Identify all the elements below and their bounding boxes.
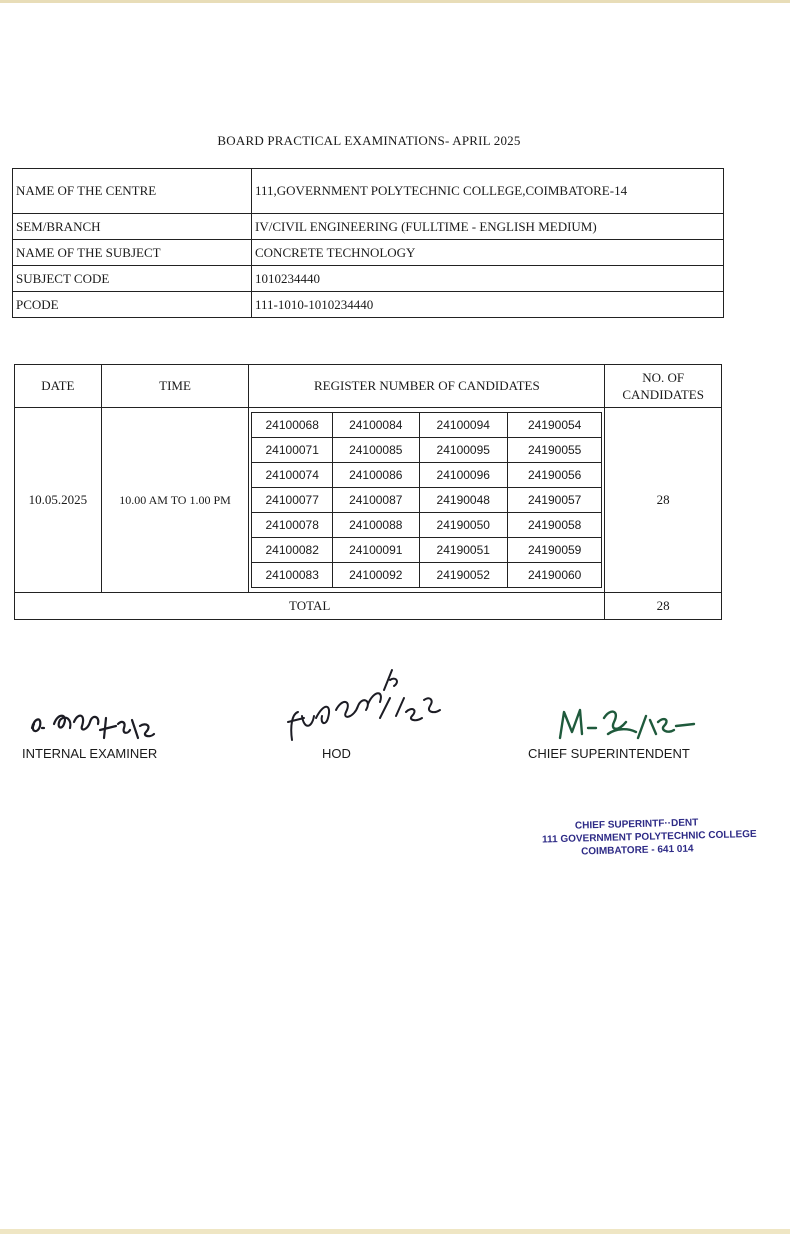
info-row-sem-branch: [13, 214, 724, 240]
register-number: 24190050: [419, 513, 507, 538]
register-number-cell: [249, 408, 605, 593]
register-number: 24100095: [419, 438, 507, 463]
register-number: 24190059: [507, 538, 601, 563]
register-number: 24100086: [333, 463, 420, 488]
register-number: 24100078: [252, 513, 333, 538]
register-row: [252, 488, 602, 513]
register-row: [252, 538, 602, 563]
paper-edge-bottom: [0, 1229, 790, 1234]
register-row: [252, 413, 602, 438]
info-value: IV/CIVIL ENGINEERING (FULLTIME - ENGLISH MEDIUM): [252, 214, 724, 240]
register-number: 24100074: [252, 463, 333, 488]
register-number-grid: [251, 412, 602, 588]
exam-info-table: [12, 168, 724, 318]
header-register-numbers: REGISTER NUMBER OF CANDIDATES: [249, 365, 605, 408]
register-number: 24100082: [252, 538, 333, 563]
schedule-header-row: [15, 365, 722, 408]
hod-signature: [284, 660, 444, 750]
register-number: 24100071: [252, 438, 333, 463]
register-number: 24100091: [333, 538, 420, 563]
register-number: 24100096: [419, 463, 507, 488]
schedule-table: [14, 364, 722, 620]
schedule-body-row: [15, 408, 722, 593]
info-value: 1010234440: [252, 266, 724, 292]
internal-examiner-label: INTERNAL EXAMINER: [22, 746, 158, 761]
stamp-line-1: CHIEF SUPERINTF··DENT: [574, 817, 699, 832]
total-label: TOTAL: [15, 593, 605, 620]
register-row: [252, 438, 602, 463]
register-number: 24100068: [252, 413, 333, 438]
register-number: 24190051: [419, 538, 507, 563]
register-number: 24190055: [507, 438, 601, 463]
register-row: [252, 513, 602, 538]
total-value: 28: [605, 593, 722, 620]
hod-label: HOD: [322, 746, 351, 761]
info-row-centre: [13, 169, 724, 214]
info-row-subject: [13, 240, 724, 266]
info-label: NAME OF THE SUBJECT: [13, 240, 252, 266]
info-value: 111,GOVERNMENT POLYTECHNIC COLLEGE,COIMBATORE-14: [252, 169, 724, 214]
chief-superintendent-signature: [556, 698, 706, 750]
info-label: SEM/BRANCH: [13, 214, 252, 240]
exam-date: 10.05.2025: [15, 408, 102, 593]
internal-examiner-signature: [26, 698, 176, 750]
exam-time: 10.00 AM TO 1.00 PM: [101, 408, 249, 593]
info-value: 111-1010-1010234440: [252, 292, 724, 318]
info-row-subject-code: [13, 266, 724, 292]
register-number: 24190048: [419, 488, 507, 513]
register-number: 24100088: [333, 513, 420, 538]
info-row-pcode: [13, 292, 724, 318]
register-number: 24100077: [252, 488, 333, 513]
register-row: [252, 563, 602, 588]
info-label: SUBJECT CODE: [13, 266, 252, 292]
register-number: 24100092: [333, 563, 420, 588]
register-row: [252, 463, 602, 488]
total-row: [15, 593, 722, 620]
header-date: DATE: [15, 365, 102, 408]
paper-edge-top: [0, 0, 790, 3]
register-number: 24190056: [507, 463, 601, 488]
register-number: 24100083: [252, 563, 333, 588]
info-label: PCODE: [13, 292, 252, 318]
register-number: 24100094: [419, 413, 507, 438]
register-number: 24190058: [507, 513, 601, 538]
register-number: 24190052: [419, 563, 507, 588]
stamp-line-2: 111 GOVERNMENT POLYTECHNIC COLLEGE: [541, 828, 757, 846]
header-candidate-count: NO. OF CANDIDATES: [605, 365, 722, 408]
info-value: CONCRETE TECHNOLOGY: [252, 240, 724, 266]
document-title: BOARD PRACTICAL EXAMINATIONS- APRIL 2025: [217, 133, 521, 148]
register-number: 24190054: [507, 413, 601, 438]
stamp-line-3: COIMBATORE - 641 014: [580, 843, 694, 858]
info-label: NAME OF THE CENTRE: [13, 169, 252, 214]
register-number: 24190057: [507, 488, 601, 513]
header-time: TIME: [101, 365, 249, 408]
register-number: 24190060: [507, 563, 601, 588]
candidate-count: 28: [605, 408, 722, 593]
register-number: 24100084: [333, 413, 420, 438]
official-stamp: [541, 816, 757, 860]
register-number: 24100087: [333, 488, 420, 513]
chief-superintendent-label: CHIEF SUPERINTENDENT: [528, 746, 690, 761]
register-number: 24100085: [333, 438, 420, 463]
